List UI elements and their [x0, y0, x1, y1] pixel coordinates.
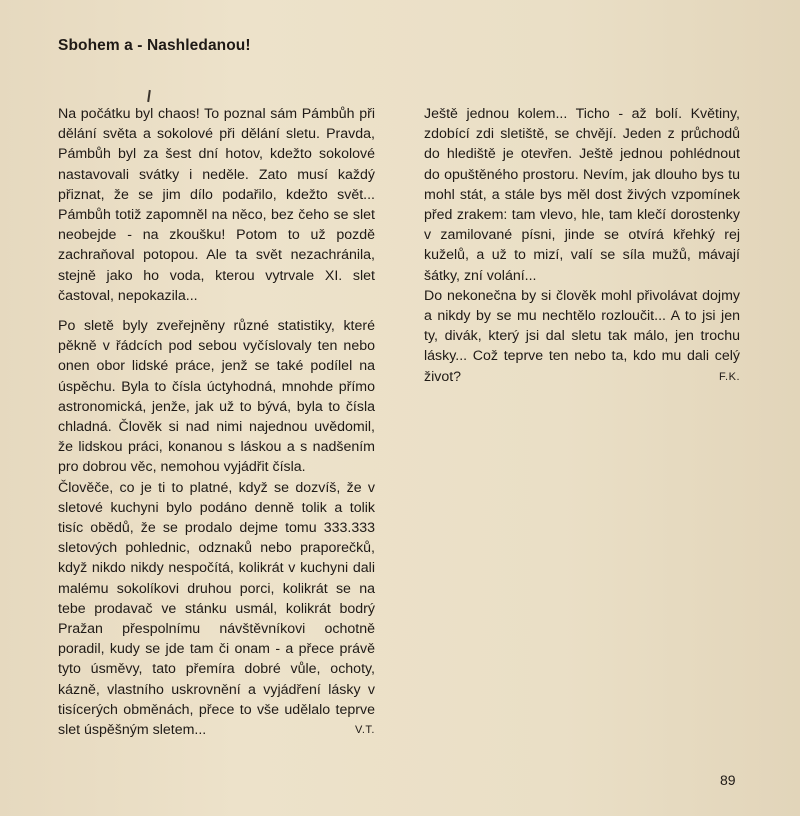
- paragraph: Po sletě byly zveřejněny různé statistiky, které pěkně v řádcích pod sebou vyčíslovaly ten nebo onen obor lidské práce, jenž se také podílel na úspěchu. Byla to čísla úctyhodná, mnohde přímo astronomická, jenže, jak už to bývá, byla to čísla chladná. Člověk si nad nimi najednou uvědomil, že lidskou práci, konanou s láskou a s nadšením pro dobrou věc, nemohou vyjádřit čísla.: [58, 318, 375, 476]
- left-column: [58, 104, 375, 740]
- page-number: 89: [720, 772, 736, 788]
- pen-mark: [147, 90, 151, 102]
- paragraph-with-signature: [58, 478, 375, 741]
- author-signature: F.K.: [719, 370, 740, 383]
- paragraph-text: Do nekonečna by si člověk mohl přivolávat dojmy a nikdy by se mu nechtělo rozloučit... A to jsi jen ty, divák, který jsi dal sletu tak málo, jen trochu lásky... Což teprve ten nebo ta, kdo mu dali celý život?: [424, 287, 740, 385]
- author-signature: V.T.: [355, 724, 375, 737]
- paragraph-with-signature: [424, 286, 740, 387]
- right-column: [424, 104, 740, 387]
- page-title: Sbohem a - Nashledanou!: [58, 37, 251, 54]
- paragraph-text: Člověče, co je ti to platné, když se dozvíš, že v sletové kuchyni bylo podáno denně tolik a tolik tisíc obědů, že se prodalo dejme tomu 333.333 sletových pohlednic, odznaků nebo praporečků, když nikdo nikdy nespočítá, kolikrát v kuchyni dali malému sokolíkovi druhou porci, kolikrát se na tebe prodavač ve stánku usmál, kolikrát bodrý Pražan přespolnímu návštěvníkovi ochotně poradil, kudy se jde tam či onam - a přece právě tyto úsměvy, tato přemíra dobré vůle, ochoty, kázně, vlastního uskrovnění a vyjádření lásky v tisícerých obměnách, přece to vše udělalo teprve slet úspěšným sletem...: [58, 479, 375, 739]
- paragraph: Ještě jednou kolem... Ticho - až bolí. Květiny, zdobící zdi sletiště, se chvějí. Jeden z průchodů do hlediště je otevřen. Ještě jednou pohlédnout do opuštěného prostoru. Nevím, jak dlouho bys tu mohl stát, a stále bys měl dost živých vzpomínek před zrakem: tam vlevo, hle, tam klečí dorostenky v zamilované písni, jinde se otvírá křehký rej kuželů, a už to mizí, valí se síla mužů, mávají šátky, zní volání...: [424, 106, 740, 284]
- paragraph: Na počátku byl chaos! To poznal sám Pámbůh při dělání světa a sokolové při dělání sletu. Pravda, Pámbůh byl za šest dní hotov, kdežto sokolové nastavovali svátky i neděle. Zato musí každý přiznat, že se jim dílo podařilo, kdežto svět... Pámbůh totiž zapomněl na něco, bez čeho se slet neobejde - na zkoušku! Potom to už pozdě zachraňoval potopou. Ale ta svět nezachránila, stejně jako ho voda, kterou vytrvale XI. slet častoval, nepokazila...: [58, 106, 375, 304]
